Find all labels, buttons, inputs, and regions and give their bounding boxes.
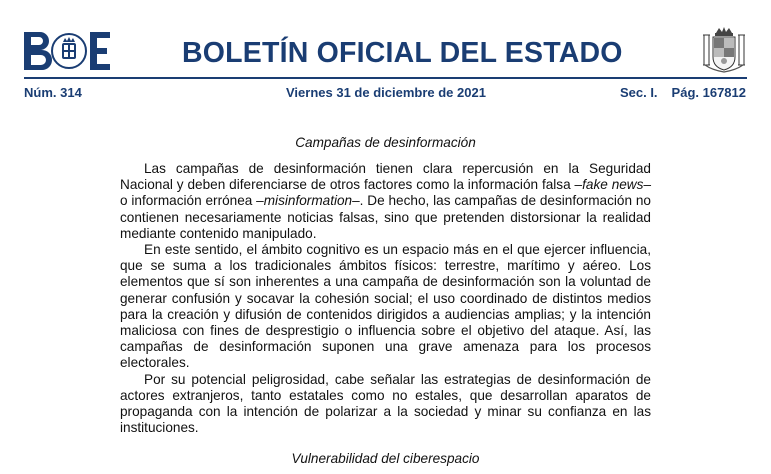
issue-date: Viernes 31 de diciembre de 2021: [286, 85, 486, 100]
page-number: Pág. 167812: [671, 85, 746, 100]
paragraph: Por su potencial peligrosidad, cabe señalar las estrategias de desinformación de actores extranjeros, tanto estatales como no estales, que desarrollan aparatos de propaganda con la intención de polarizar a la sociedad y minar su confianza en las instituciones.: [120, 371, 651, 436]
section-label: Sec. I.: [619, 85, 658, 100]
emphasis-text: misinformation: [263, 193, 353, 209]
section-heading: Vulnerabilidad del ciberespacio: [291, 451, 480, 466]
body-text: [120, 161, 651, 436]
header-rule: [24, 77, 747, 79]
paragraph-text: Las campañas de desinformación tienen clara repercusión en la Seguridad Nacional y deben diferenciarse de otros factores como la información falsa –: [120, 161, 651, 193]
section-heading: Campañas de desinformación: [295, 135, 476, 150]
page-header: [0, 0, 771, 76]
coat-of-arms-icon: [702, 27, 746, 73]
section-page: [620, 85, 746, 100]
paragraph-text: – o información errónea –: [120, 177, 651, 209]
issue-number: Núm. 314: [24, 85, 82, 100]
paragraph-text: –. De hecho, las campañas de desinformación no contienen necesariamente noticias falsas, sino que pretenden distorsionar la realidad mediante contenido manipulado.: [120, 193, 651, 241]
paragraph: En este sentido, el ámbito cognitivo es un espacio más en el que ejercer influencia, que se suma a los tradicionales ámbitos físicos: terrestre, marítimo y aéreo. Los elementos que sí son inherentes a una campaña de desinformación son la voluntad de generar confusión y socavar la cohesión social; el uso coordinado de distintos medios para la creación y difusión de contenidos dirigidos a audiencias amplias; y la intención maliciosa con fines de desprestigio o influencia sobre el objetivo del ataque. Así, las campañas de desinformación suponen una grave amenaza para los procesos electorales.: [120, 242, 651, 371]
emphasis-text: fake news: [582, 177, 644, 193]
boe-logo: [24, 32, 110, 70]
page-title: BOLETÍN OFICIAL DEL ESTADO: [182, 37, 623, 69]
paragraph: [120, 161, 651, 242]
